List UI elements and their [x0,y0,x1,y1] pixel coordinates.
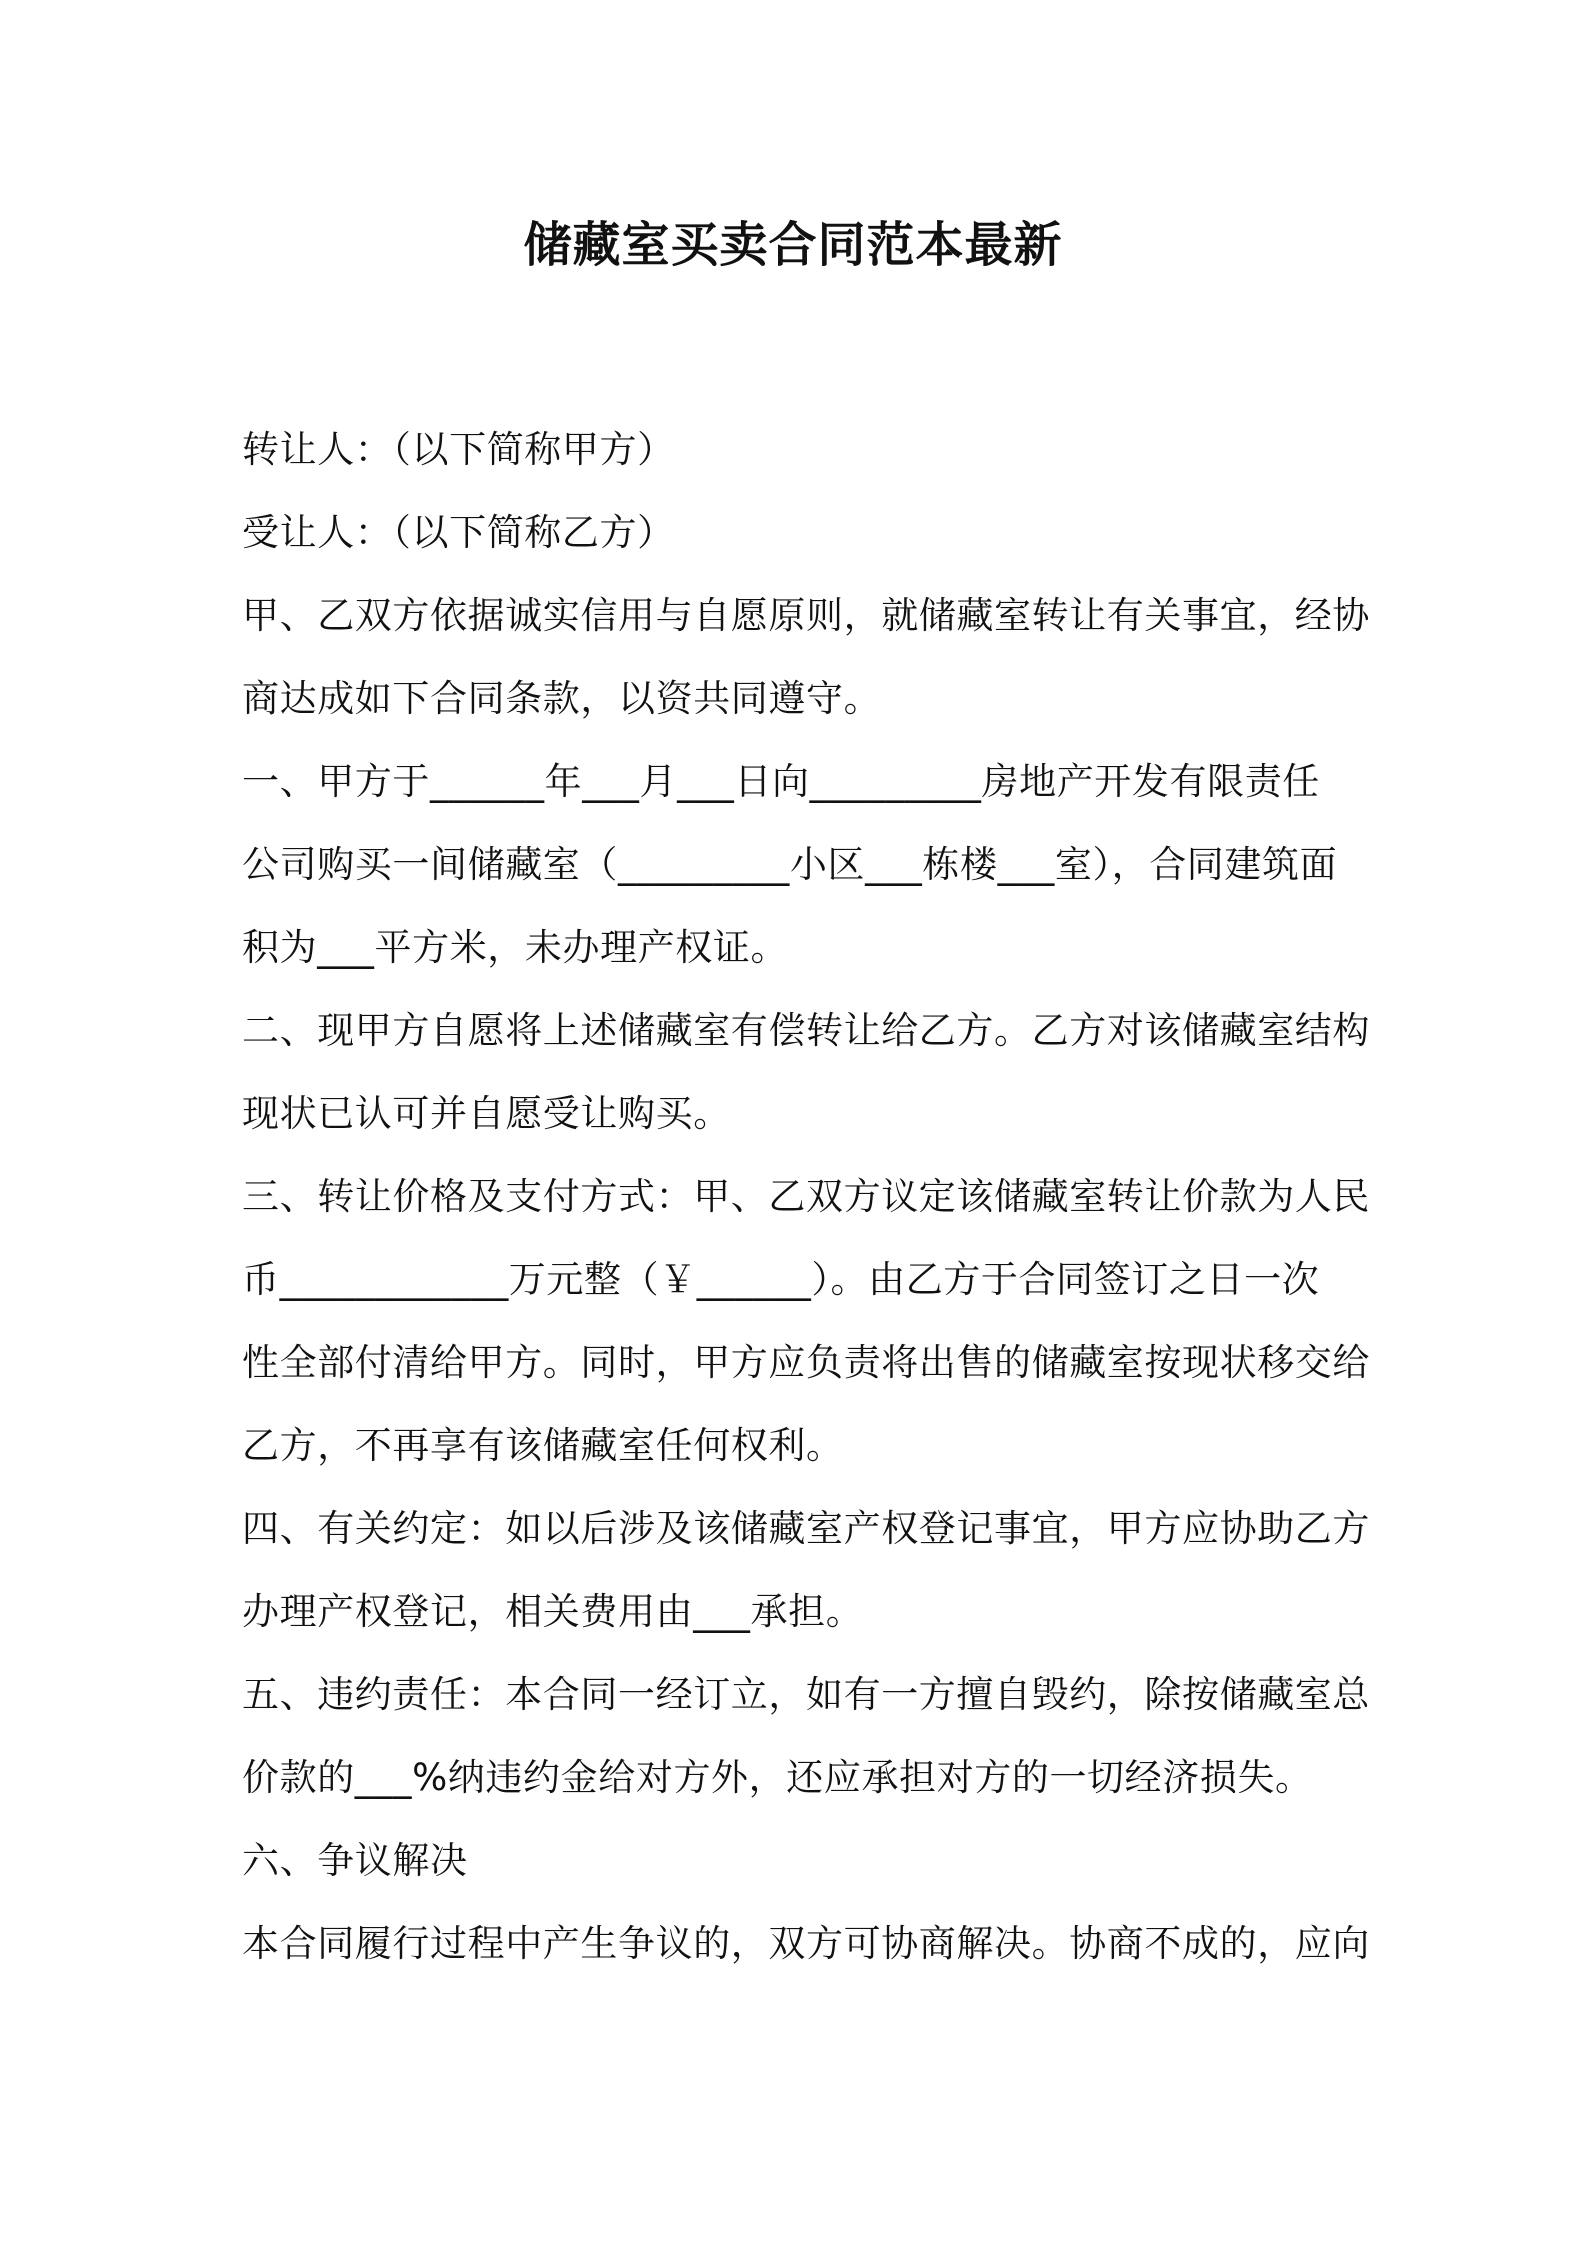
clause-4-line: 四、有关约定：如以后涉及该储藏室产权登记事宜，甲方应协助乙方 [242,1507,1370,1550]
document-body [242,408,1370,1985]
clause-3-line: 性全部付清给甲方。同时，甲方应负责将出售的储藏室按现状移交给 [242,1341,1370,1384]
clause-3-line: 乙方，不再享有该储藏室任何权利。 [242,1424,844,1467]
preamble-line: 甲、乙双方依据诚实信用与自愿原则，就储藏室转让有关事宜，经协 [242,594,1370,637]
document-title: 储藏室买卖合同范本最新 [523,217,1063,273]
party-transferor-line: 转让人：（以下简称甲方） [242,428,675,471]
clause-6-line: 本合同履行过程中产生争议的，双方可协商解决。协商不成的，应向 [242,1922,1370,1965]
clause-1-line: 一、甲方于______年___月___日向_________房地产开发有限责任 [242,760,1320,803]
clause-3-line: 币____________万元整（￥______）。由乙方于合同签订之日一次 [242,1258,1320,1301]
clause-1-line: 公司购买一间储藏室（_________小区___栋楼___室），合同建筑面 [242,843,1338,886]
party-transferee-line: 受让人：（以下简称乙方） [242,511,675,554]
clause-5-line: 价款的___%纳违约金给对方外，还应承担对方的一切经济损失。 [242,1756,1313,1799]
clause-6-heading: 六、争议解决 [242,1839,468,1882]
clause-1-line: 积为___平方米，未办理产权证。 [242,926,789,969]
preamble-line: 商达成如下合同条款，以资共同遵守。 [242,677,882,720]
clause-4-line: 办理产权登记，相关费用由___承担。 [242,1590,864,1633]
clause-3-line: 三、转让价格及支付方式：甲、乙双方议定该储藏室转让价款为人民 [242,1175,1370,1218]
clause-5-line: 五、违约责任：本合同一经订立，如有一方擅自毁约，除按储藏室总 [242,1673,1370,1716]
clause-2-line: 现状已认可并自愿受让购买。 [242,1092,731,1135]
clause-2-line: 二、现甲方自愿将上述储藏室有偿转让给乙方。乙方对该储藏室结构 [242,1009,1370,1052]
